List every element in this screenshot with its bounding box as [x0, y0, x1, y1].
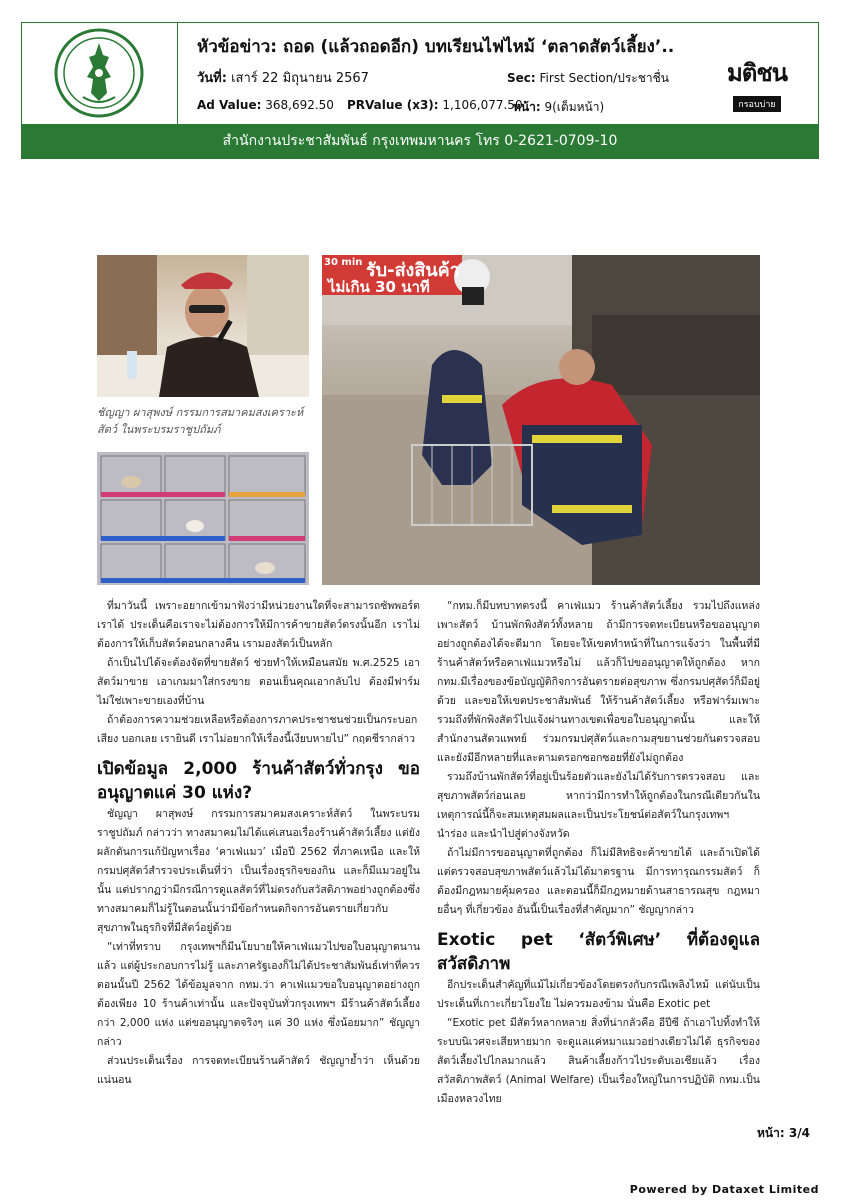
office-bar: สำนักงานประชาสัมพันธ์ กรุงเทพมหานคร โทร 0-2621-0709-10 [22, 124, 818, 159]
speaker-photo [97, 255, 309, 397]
date-value: เสาร์ 22 มิถุนายน 2567 [231, 71, 369, 86]
paragraph: รวมถึงบ้านพักสัตว์ที่อยู่เป็นร้อยตัวและยังไม่ได้รับการตรวจสอบ และสุขภาพสัตว์ก่อนเลย หากว่ามีการทำให้ถูกต้องในกรณีเดียวกันในเหตุการณ์นี้ก็จะสมเหตุสมผลและเป็นประโยชน์ต่อสัตว์ในกรุงเทพฯ นำร่อง และนำไปสู่ต่างจังหวัด [437, 771, 760, 840]
paragraph: อีกประเด็นสำคัญที่แม้ไม่เกี่ยวข้องโดยตรงกับกรณีเพลิงไหม้ แต่นับเป็นประเด็นที่เกาะเกี่ยวโยงใย ไม่ควรมองข้าม นั่นคือ Exotic pet [437, 979, 760, 1010]
paragraph: ส่วนประเด็นเรื่อง การจดทะเบียนร้านค้าสัตว์ ชัญญาย้ำว่า เห็นด้วยแน่นอน [97, 1055, 420, 1086]
pr-value-label: PRValue (x3): [347, 98, 439, 112]
pr-value-row [347, 98, 523, 112]
section-value: First Section/ประชาชื่น [539, 71, 669, 85]
page-value: 9(เต็มหน้า) [544, 100, 605, 114]
page-counter-label: หน้า: [757, 1126, 785, 1140]
speaker-illustration [97, 255, 309, 397]
brand-name: มติชน [726, 59, 788, 87]
page-counter-value: 3/4 [788, 1126, 810, 1140]
paragraph: “เท่าที่ทราบ กรุงเทพฯก็มีนโยบายให้คาเฟ่แมวไปขอใบอนุญาตนานแล้ว แต่ผู้ประกอบการไม่รู้ และภาครัฐเองก็ไม่ได้ประชาสัมพันธ์เท่าที่ควร ตอนนั้นปี 2562 ได้ข้อมูลจาก กทม.ว่า คาเฟ่แมวขอใบอนุญาตอย่างถูกต้องเพียง 10 ร้านค้าเท่านั้น และปัจจุบันทั่วกรุงเทพฯ มีร้านค้าสัตว์เลี้ยงกว่า 2,000 แห่ง แต่ขออนุญาตจริงๆ แค่ 30 แห่ง ซึ่งน้อยมาก” ชัญญากล่าว [97, 941, 420, 1048]
bma-seal-logo [53, 27, 145, 119]
fire-sign-top: 30 min [324, 257, 363, 268]
page-label: หน้า: [513, 100, 541, 114]
pr-value: 1,106,077.50 [442, 98, 523, 112]
header-top [22, 23, 818, 124]
fire-sign-sub: ไม่เกิน 30 นาที [328, 278, 430, 296]
section-label: Sec: [507, 71, 536, 85]
matichon-logo [707, 53, 807, 112]
paragraph: ถ้าต้องการความช่วยเหลือหรือต้องการภาคประชาชนช่วยเป็นกระบอกเสียง บอกเลย เรายินดี เราไม่อยากให้เรื่องนี้เงียบหายไป” กฤตชีรากล่าว [97, 714, 418, 745]
cages-photo [97, 452, 309, 585]
date-row [197, 67, 369, 88]
ad-value: 368,692.50 [265, 98, 334, 112]
paragraph: “Exotic pet มีสัตว์หลากหลาย สิ่งที่น่ากลัวคือ อีปีซี ถ้าเอาไปทิ้งทำให้ระบบนิเวศจะเสียหายมาก จะดูแลแค่หมาแมวอย่างเดียวไม่ได้ ธุรกิจของสัตว์เลี้ยงไปไกลมากแล้ว สินค้าเลี้ยงก้าวไประดับเอเชียแล้ว เรื่องสวัสดิภาพสัตว์ (Animal Welfare) เป็นเรื่องใหญ่ในการปฏิบัติ กทม.เป็นเมืองหลวงไทย [437, 1017, 760, 1105]
section-heading: Exotic pet ‘สัตว์พิเศษ’ ที่ต้องดูแลสวัสดิภาพ [437, 930, 760, 974]
paragraph: ถ้าไม่มีการขออนุญาตที่ถูกต้อง ก็ไม่มีสิทธิจะค้าขายได้ และถ้าเปิดได้แต่ตรวจสอบสุขภาพสัตว์แล้วไม่ได้มาตรฐาน มีการทารุณกรรมสัตว์ ก็ต้องมีกฎหมายคุ้มครอง และตอนนี้ก็มีกฎหมายด้านสาธารณสุข กฎหมายอื่นๆ ที่เกี่ยวข้อง อันนี้เป็นเรื่องที่สำคัญมาก” ชัญญากล่าว [437, 847, 760, 916]
headline-text: ถอด (แล้วถอดอีก) บทเรียนไฟไหม้ ‘ตลาดสัตว์เลี้ยง’.. [283, 37, 675, 57]
paragraph: “กทม.ก็มีบทบาทตรงนี้ คาเฟ่แมว ร้านค้าสัตว์เลี้ยง รวมไปถึงแหล่งเพาะสัตว์ บ้านพักพิงสัตว์ทั้งหลาย ถ้ามีการจดทะเบียนหรือขออนุญาตอย่างถูกต้องได้จะดีมาก โดยจะให้เขตทำหน้าที่ในการแจ้งว่า ในพื้นที่มีร้านค้าสัตว์หรือคาเฟ่แมวหรือไม่ แล้วก็ไปขออนุญาตให้ถูกต้อง หาก กทม.มีเรื่องของข้อบัญญัติกิจการอันตรายต่อสุขภาพ ซึ่งกรมปศุสัตว์ก็มีอยู่ด้วย และขอให้เขตประชาสัมพันธ์ ให้ร้านค้าสัตว์เลี้ยง หรือฟาร์มเพาะรวมถึงที่พักพิงสัตว์ไปแจ้งผ่านทางเขตเพื่อขอใบอนุญาตนั้น และให้สำนักงานสัตวแพทย์ ร่วมกรมปศุสัตว์และกามสุขยานช่วยกันตรวจสอบ และยังมีอีกหลายที่และตามตรอกซอกซอยที่ยังไม่ถูกต้อง [437, 600, 760, 764]
ad-value-row [197, 98, 334, 112]
fire-sign-main: รับ-ส่งสินค้า [366, 260, 460, 281]
clipping-info [197, 23, 697, 124]
firemen-illustration [322, 255, 760, 585]
logo-box [22, 23, 178, 124]
firemen-photo [322, 255, 760, 585]
page-row [513, 98, 604, 117]
paragraph: ที่มาวันนี้ เพราะอยากเข้ามาฟังว่ามีหน่วยงานใดที่จะสามารถซัพพอร์ตเราได้ ประเด็นคือเราจะไม่ต้องการให้มีการค้าขายสัตว์ตรงนั้นอีก เราไม่ต้องการให้เก็บสัตว์ตอนกลางคืน เรามองสัตว์เป็นหลัก [97, 600, 420, 650]
clipping-header [21, 22, 819, 159]
headline-label: หัวข้อข่าว: [197, 37, 278, 57]
brand-edition: กรอบบ่าย [733, 96, 780, 112]
paragraph: ถ้าเป็นไปได้จะต้องจัดที่ขายสัตว์ ช่วยทำให้เหมือนสมัย พ.ศ.2525 เอาสัตว์มาขาย เอาเกมมาใส่กรงขาย ตอนเย็นคุณเอากลับไป ต้องมีฟาร์ม ไม่ใช่เพาะขายเองที่บ้าน [97, 657, 420, 707]
page-counter [757, 1124, 810, 1143]
article-left-column [97, 597, 420, 1090]
date-label: วันที่: [197, 71, 227, 86]
powered-by: Powered by Dataxet Limited [629, 1183, 819, 1196]
paragraph: ชัญญา ผาสุพงษ์ กรรมการสมาคมสงเคราะห์สัตว์ ในพระบรมราชูปถัมภ์ กล่าวว่า ทางสมาคมไม่ได้แค่เสนอเรื่องร้านค้าสัตว์เลี้ยง แต่ยังผลักดันการแก้ปัญหาเรื่อง ‘คาเฟ่แมว’ เมื่อปี 2562 ที่ภาคเหนือ และให้กรมปศุสัตว์สำรวจประเด็นที่ว่า เป็นเรื่องธุรกิจของกิน และก็มีแมวอยู่ในนั้น แต่ปรากฏว่ามีกรณีการดูแลสัตว์ที่ไม่ตรงกับสวัสดิภาพอย่างถูกต้องซึ่งทางสมาคมก็ไม่รู้ในตอนนั้นว่ามีข้อกำหนดกิจการอันตรายเกี่ยวกับสุขภาพในธุรกิจที่มีสัตว์อยู่ด้วย [97, 808, 420, 934]
cages-illustration [97, 452, 309, 585]
section-row [507, 69, 669, 88]
speaker-caption: ชัญญา ผาสุพงษ์ กรรมการสมาคมสงเคราะห์สัตว์ ในพระบรมราชูปถัมภ์ [97, 406, 304, 436]
headline-row [197, 33, 692, 60]
ad-value-label: Ad Value: [197, 98, 262, 112]
section-heading: เปิดข้อมูล 2,000 ร้านค้าสัตว์ทั่วกรุง ขออนุญาตแค่ 30 แห่ง? [97, 759, 420, 803]
article-right-column [437, 597, 760, 1109]
